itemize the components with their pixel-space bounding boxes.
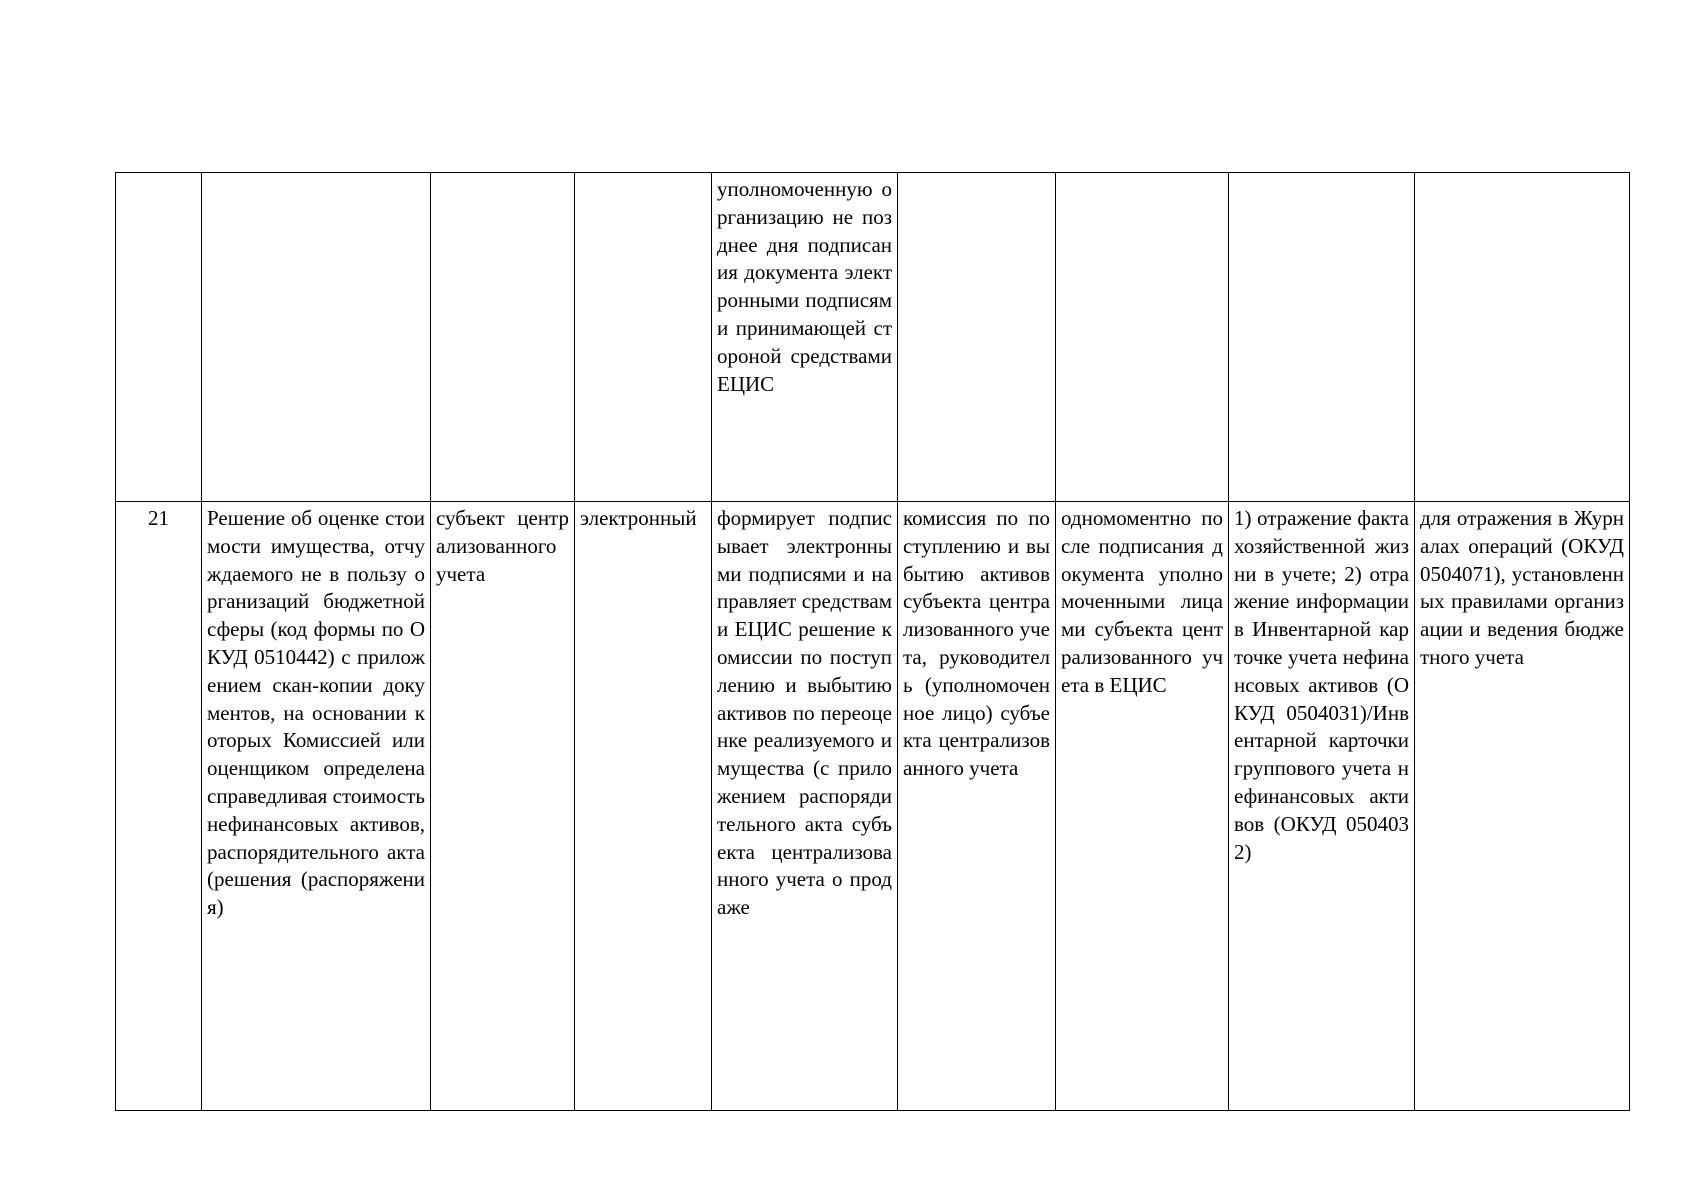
action-cell xyxy=(712,502,898,1111)
accounting-text: 1) отражение факта хозяйственной жизни в учете; 2) отражение информации в Инвентарной карточке учета нефинансовых активов (ОКУД 0504031)/Инвентарной карточки группового учета нефинансовых активов (ОКУД 0504032) xyxy=(1234,506,1409,864)
timing-text: одномоментно после подписания документа уполномоченными лицами субъекта централизованного учета в ЕЦИС xyxy=(1061,506,1223,697)
table-cell xyxy=(1415,173,1630,502)
table-cell xyxy=(575,173,712,502)
signers-text: комиссия по поступлению и выбытию активов субъекта централизованного учета, руководитель (уполномоченное лицо) субъекта централизованного учета xyxy=(903,506,1050,781)
subject-text: субъект централизованного учета xyxy=(436,506,569,586)
table-cell xyxy=(116,173,202,502)
subject-cell xyxy=(431,502,575,1111)
table-cell xyxy=(898,173,1056,502)
document-name: Решение об оценке стоимости имущества, отчуждаемого не в пользу организаций бюджетной сферы (код формы по ОКУД 0510442) с приложением скан-копии документов, на основании которых Комиссией или оценщиком определена справедливая стоимость нефинансовых активов, распорядительного акта (решения (распоряжения) xyxy=(207,506,425,920)
table-cell xyxy=(712,173,898,502)
purpose-text: для отражения в Журналах операций (ОКУД 0504071), установленных правилами организации и ведения бюджетного учета xyxy=(1420,506,1624,669)
action-continuation-text: уполномоченную организацию не позднее дня подписания документа электронными подписями принимающей стороной средствами ЕЦИС xyxy=(717,177,892,396)
accounting-cell xyxy=(1229,502,1415,1111)
format-text: электронный xyxy=(580,506,697,530)
table-row xyxy=(116,173,1630,502)
table-cell xyxy=(431,173,575,502)
purpose-cell xyxy=(1415,502,1630,1111)
document-table xyxy=(115,172,1630,1111)
table-row xyxy=(116,502,1630,1111)
table-cell xyxy=(1229,173,1415,502)
document-name-cell xyxy=(202,502,431,1111)
format-cell xyxy=(575,502,712,1111)
table-cell xyxy=(202,173,431,502)
timing-cell xyxy=(1056,502,1229,1111)
signers-cell xyxy=(898,502,1056,1111)
row-number-cell xyxy=(116,502,202,1111)
row-number: 21 xyxy=(148,506,169,530)
action-text: формирует подписывает электронными подписями и направляет средствами ЕЦИС решение комиссии по поступлению и выбытию активов по переоценке реализуемого имущества (с приложением распорядительного акта субъекта централизованного учета о продаже xyxy=(717,506,892,920)
table-cell xyxy=(1056,173,1229,502)
